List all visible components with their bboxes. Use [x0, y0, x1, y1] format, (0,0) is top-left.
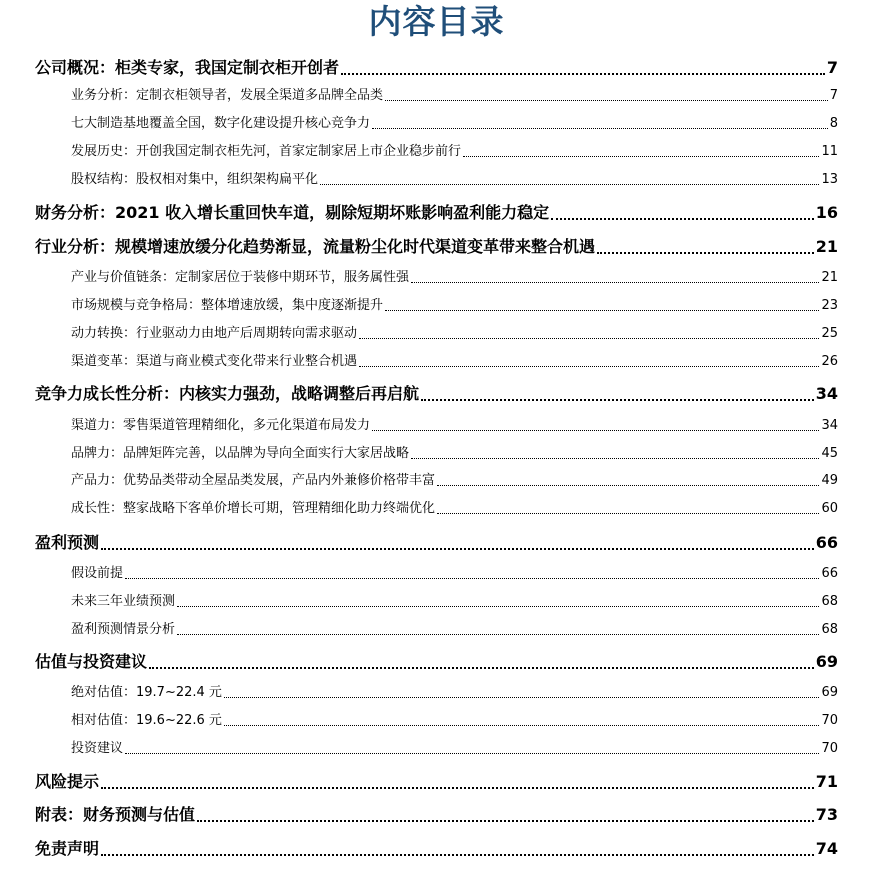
- toc-entry[interactable]: [35, 771, 838, 793]
- toc-leader-dots: [341, 73, 825, 75]
- toc-leader-dots: [320, 184, 819, 185]
- toc-entry[interactable]: [71, 739, 838, 759]
- toc-entry[interactable]: [35, 57, 838, 79]
- toc-entry-label: 产品力：优势品类带动全屋品类发展，产品内外兼修价格带丰富: [71, 473, 436, 488]
- toc-entry-label: 股权结构：股权相对集中，组织架构扁平化: [71, 172, 319, 187]
- toc-entry-label: 相对估值：19.6~22.6 元: [71, 713, 222, 728]
- toc-entry[interactable]: [35, 532, 838, 554]
- toc-leader-dots: [177, 606, 819, 607]
- toc-entry-label: 品牌力：品牌矩阵完善，以品牌为导向全面实行大家居战略: [71, 446, 410, 461]
- toc-entry-label: 估值与投资建议: [35, 652, 148, 671]
- toc-entry-page: 69: [815, 652, 838, 671]
- toc-entry[interactable]: [35, 202, 838, 224]
- toc-entry[interactable]: [71, 142, 838, 162]
- toc-entry-label: 免责声明: [35, 839, 100, 858]
- toc-entry-page: 71: [815, 772, 838, 791]
- toc-entry-page: 21: [821, 270, 838, 285]
- toc-entry-label: 竞争力成长性分析：内核实力强劲，战略调整后再启航: [35, 384, 420, 403]
- toc-leader-dots: [101, 548, 814, 550]
- toc-leader-dots: [463, 156, 819, 157]
- toc-entry[interactable]: [71, 352, 838, 372]
- toc-entry-page: 69: [821, 685, 838, 700]
- toc-entry-label: 动力转换：行业驱动力由地产后周期转向需求驱动: [71, 326, 358, 341]
- toc-entry-page: 74: [815, 839, 838, 858]
- toc-entry[interactable]: [35, 383, 838, 405]
- toc-leader-dots: [101, 787, 814, 789]
- toc-entry-page: 8: [829, 116, 838, 131]
- toc-leader-dots: [359, 338, 819, 339]
- toc-entry[interactable]: [71, 499, 838, 519]
- toc-entry-label: 财务分析：2021 收入增长重回快车道，剔除短期坏账影响盈利能力稳定: [35, 203, 550, 222]
- toc-leader-dots: [597, 252, 814, 254]
- toc-entry-label: 绝对估值：19.7~22.4 元: [71, 685, 222, 700]
- toc-entry[interactable]: [71, 592, 838, 612]
- toc-entry-page: 70: [821, 741, 838, 756]
- toc-entry-label: 渠道力：零售渠道管理精细化，多元化渠道布局发力: [71, 418, 371, 433]
- toc-entry-label: 市场规模与竞争格局：整体增速放缓，集中度逐渐提升: [71, 298, 384, 313]
- toc-entry[interactable]: [71, 564, 838, 584]
- toc-leader-dots: [421, 399, 814, 401]
- toc-entry-page: 34: [815, 384, 838, 403]
- toc-entry-page: 23: [821, 298, 838, 313]
- toc-leader-dots: [372, 430, 819, 431]
- toc-leader-dots: [177, 634, 819, 635]
- toc-leader-dots: [437, 485, 819, 486]
- toc-leader-dots: [224, 725, 820, 726]
- toc-leader-dots: [101, 854, 814, 856]
- toc-entry-page: 25: [821, 326, 838, 341]
- toc-leader-dots: [437, 513, 819, 514]
- toc-entry-label: 发展历史：开创我国定制衣柜先河，首家定制家居上市企业稳步前行: [71, 144, 462, 159]
- toc-entry-label: 成长性：整家战略下客单价增长可期，管理精细化助力终端优化: [71, 501, 436, 516]
- toc-entry-page: 13: [821, 172, 838, 187]
- toc-entry[interactable]: [71, 416, 838, 436]
- toc-entry-label: 业务分析：定制衣柜领导者，发展全渠道多品牌全品类: [71, 88, 384, 103]
- toc-entry-page: 73: [815, 805, 838, 824]
- toc-entry[interactable]: [71, 471, 838, 491]
- toc-entry-label: 产业与价值链条：定制家居位于装修中期环节，服务属性强: [71, 270, 410, 285]
- toc-entry-label: 盈利预测: [35, 533, 100, 552]
- toc-entry-page: 11: [821, 144, 838, 159]
- toc-leader-dots: [411, 458, 819, 459]
- toc-entry-label: 附表：财务预测与估值: [35, 805, 196, 824]
- toc-entry-label: 未来三年业绩预测: [71, 594, 176, 609]
- toc-entry[interactable]: [71, 170, 838, 190]
- toc-leader-dots: [125, 753, 819, 754]
- toc-entry[interactable]: [35, 651, 838, 673]
- toc-entry[interactable]: [71, 114, 838, 134]
- toc-entry-page: 16: [815, 203, 838, 222]
- toc-entry-label: 渠道变革：渠道与商业模式变化带来行业整合机遇: [71, 354, 358, 369]
- toc-entry-page: 45: [821, 446, 838, 461]
- toc-entry-label: 盈利预测情景分析: [71, 622, 176, 637]
- toc-entry-label: 投资建议: [71, 741, 124, 756]
- toc-leader-dots: [411, 282, 819, 283]
- toc-entry-page: 68: [821, 594, 838, 609]
- toc-entry-page: 66: [821, 566, 838, 581]
- toc-entry[interactable]: [71, 86, 838, 106]
- toc-entry-page: 70: [821, 713, 838, 728]
- toc-entry-page: 34: [821, 418, 838, 433]
- toc-leader-dots: [385, 100, 828, 101]
- toc-entry[interactable]: [71, 711, 838, 731]
- toc-entry-page: 66: [815, 533, 838, 552]
- toc-title: 内容目录: [368, 2, 505, 41]
- toc-entry-label: 七大制造基地覆盖全国，数字化建设提升核心竞争力: [71, 116, 371, 131]
- toc-entry-page: 49: [821, 473, 838, 488]
- toc-leader-dots: [224, 697, 820, 698]
- toc-leader-dots: [551, 218, 814, 220]
- toc-entry[interactable]: [71, 444, 838, 464]
- toc-entry-label: 假设前提: [71, 566, 124, 581]
- toc-leader-dots: [372, 128, 828, 129]
- toc-entry[interactable]: [71, 296, 838, 316]
- toc-leader-dots: [385, 310, 819, 311]
- toc-entry-label: 风险提示: [35, 772, 100, 791]
- toc-entry-page: 68: [821, 622, 838, 637]
- toc-entry-page: 21: [815, 237, 838, 256]
- toc-entry-page: 7: [826, 58, 838, 77]
- toc-leader-dots: [149, 667, 814, 669]
- toc-entry-page: 7: [829, 88, 838, 103]
- toc-entry[interactable]: [71, 268, 838, 288]
- toc-entry-label: 公司概况：柜类专家，我国定制衣柜开创者: [35, 58, 340, 77]
- toc-entry[interactable]: [35, 236, 838, 258]
- toc-entry[interactable]: [35, 804, 838, 826]
- toc-leader-dots: [359, 366, 819, 367]
- toc-entry[interactable]: [71, 620, 838, 640]
- toc-leader-dots: [197, 820, 814, 822]
- toc-entry[interactable]: [71, 683, 838, 703]
- toc-entry-label: 行业分析：规模增速放缓分化趋势渐显，流量粉尘化时代渠道变革带来整合机遇: [35, 237, 596, 256]
- toc-leader-dots: [125, 578, 819, 579]
- toc-entry[interactable]: [35, 838, 838, 860]
- toc-entry[interactable]: [71, 324, 838, 344]
- toc-entry-page: 60: [821, 501, 838, 516]
- toc-entry-page: 26: [821, 354, 838, 369]
